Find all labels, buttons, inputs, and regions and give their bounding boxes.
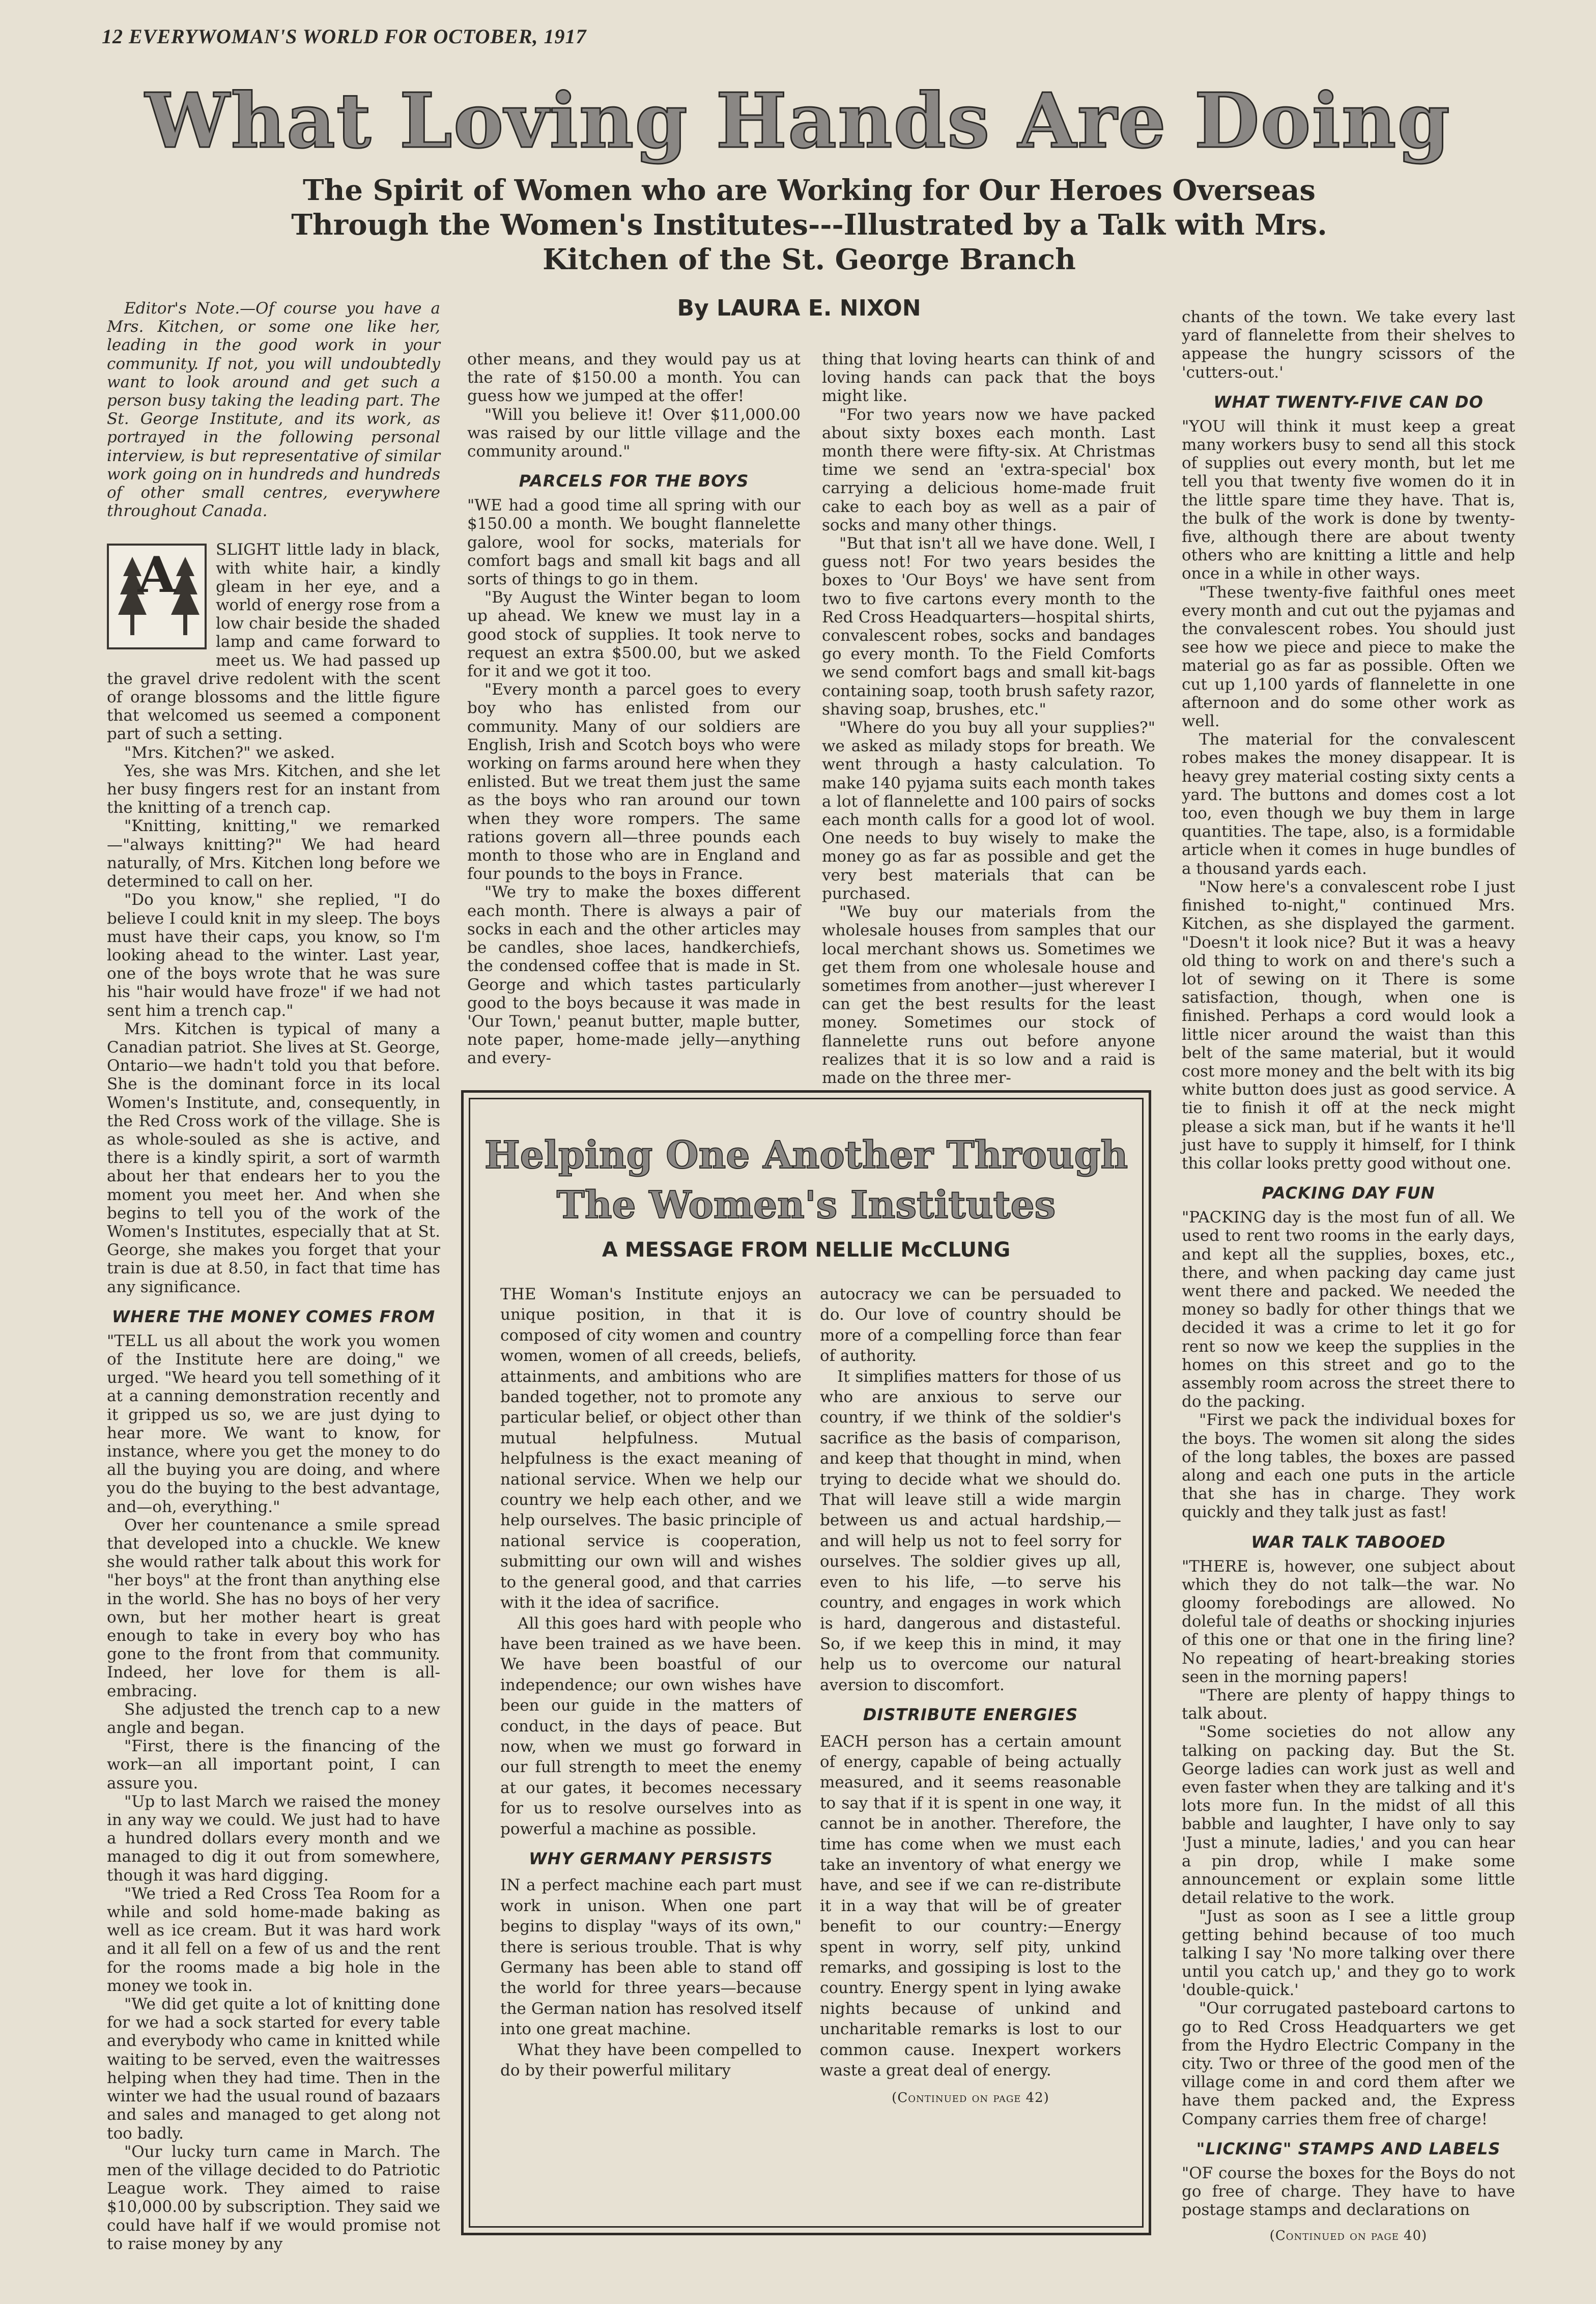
sidebar-box [461, 1090, 1151, 2235]
paragraph: IN a perfect machine each part must work in unison. When one part begins to display "ways of its own," there is serious trouble. That is why Germany has been able to stand off the world for three years—because the German nation has resolved itself into one great machine. [500, 1876, 802, 2039]
paragraph: "OF course the boxes for the Boys do not go free of charge. They have to have postage stamps and declarations on [1182, 2164, 1515, 2220]
paragraph: "We tried a Red Cross Tea Room for a while and sold home-made baking as well as ice cream. But it was hard work and it all fell on a few of us and the rent for the rooms made a big hole in the money we took in. [107, 1884, 440, 1995]
paragraph: "We try to make the boxes different each month. There is always a pair of socks in each and the other articles may be candles, shoe laces, handkerchiefs, the condensed coffee that is made in St. George and which tastes particularly good to the boys because it was made in 'Our Town,' peanut butter, maple butter, note paper, home-made jelly—anything and every- [467, 883, 801, 1068]
paragraph: "Our lucky turn came in March. The men of the village decided to do Patriotic League work. They aimed to raise $10,000.00 by subscription. They said we could have half if we would promise not to raise money by any [107, 2142, 440, 2253]
paragraph: "Where do you buy all your supplies?" we asked as milady stops for breath. We went through a hasty calculation. To make 140 pyjama suits each month takes a lot of flannelette and 100 pairs of socks each month calls for a good lot of wool. One needs to buy wisely to make the money go as far as possible and get the very best materials that can be purchased. [822, 719, 1155, 903]
paragraph: thing that loving hearts can think of and loving hands can pack that the boys might like. [822, 350, 1155, 406]
section-heading: PARCELS FOR THE BOYS [519, 471, 749, 491]
paragraph: "For two years now we have packed about sixty boxes each month. Last month there were fifty-six. At Christmas time we send an 'extra-special' box carrying a delicious home-made fruit cake to each boy as well as a pair of socks and many other things. [822, 405, 1155, 534]
article-subtitle: The Spirit of Women who are Working for Our Heroes Overseas Through the Women's Institutes---Illustrated by a Talk with Mrs. Kitchen of the St. George Branch [291, 174, 1327, 276]
paragraph: Mrs. Kitchen is typical of many a Canadian patriot. She lives at St. George, Ontario—we hadn't told you that before. She is the dominant force in its local Women's Institute, and, consequently, in the Red Cross work of the village. She is as whole-souled as she is active, and there is a kindly spirit, a sort of warmth about her that endears her to you the moment you meet her. And when she begins to tell you of the work of the Women's Institutes, especially that at St. George, she makes you forget that your train is due at 8.50, in fact that time has any significance. [107, 1019, 440, 1296]
sidebar-title-line-1: Helping One Another Through [484, 1133, 1128, 1177]
section-heading: WHY GERMANY PERSISTS [529, 1848, 773, 1868]
section-heading: DISTRIBUTE ENERGIES [863, 1705, 1078, 1725]
paragraph: "Some societies do not allow any talking on packing day. But the St. George ladies can work just as well and even faster when they are talking and it's lots more fun. In the midst of all this babble and laughter, I have only to say 'Just a minute, ladies,' and you can hear a pin drop, while I make some announcement or explain some little detail relative to the work. [1182, 1723, 1515, 1908]
section-heading: WHERE THE MONEY COMES FROM [111, 1306, 436, 1326]
paragraph: other means, and they would pay us at the rate of $150.00 a month. You can guess how we jumped at the offer! [467, 350, 801, 406]
column-3 [822, 350, 1155, 1087]
paragraph: Yes, she was Mrs. Kitchen, and she let her busy fingers rest for an instant from the knitting of a trench cap. [107, 761, 440, 817]
paragraph: EACH person has a certain amount of energy, capable of being actually measured, and it seems reasonable to say that if it is spent in one way, it cannot be in another. Therefore, the time has come when we must each take an inventory of what energy we have, and see if we can re-distribute it in a way that will be of greater benefit to our country:—Energy spent in worry, self pity, unkind remarks, and gossiping is lost to the country. Energy spent in lying awake nights because of unkind and uncharitable remarks is lost to our common cause. Inexpert workers waste a great deal of energy. [820, 1732, 1121, 2080]
paragraph: "TELL us all about the work you women of the Institute here are doing," we urged. "We heard you tell something of it at a canning demonstration recently and it gripped us so, we are just dying to hear more. We want to know, for instance, where you get the money to do all the buying you are doing, and where you do the buying to the best advantage, and—oh, everything." [107, 1331, 440, 1516]
paragraph: "Our corrugated pasteboard cartons to go to Red Cross Headquarters we get from the Hydro Electric Company in the city. Two or three of the good men of the village come in and cord them after we have them packed and, the Express Company carries them free of charge! [1182, 1999, 1515, 2128]
column-2 [467, 350, 801, 1068]
intro-paragraph: SLIGHT little lady in black, with white hair, a kindly gleam in her eye, and a world of energy rose from a low chair beside the shaded lamp and came forward to meet us. We had passed up the gravel drive redolent with the scent of orange blossoms and the little figure that welcomed us seemed a component part of such a setting. [107, 541, 440, 744]
section-heading: PACKING DAY FUN [1262, 1183, 1435, 1203]
sidebar-title-line-2: The Women's Institutes [556, 1183, 1056, 1227]
paragraph: What they have been compelled to do by their powerful military [500, 2040, 802, 2080]
column-1 [107, 299, 440, 2253]
paragraph: "But that isn't all we have done. Well, I guess not! For two years besides the boxes to 'Our Boys' we have sent from two to five cartons every month to the Red Cross Headquarters—hospital shirts, convalescent robes, socks and bandages go every month. To the Field Comforts we send comfort bags and small kit-bags containing soap, tooth brush safety razor, shaving soap, brushes, etc." [822, 534, 1156, 719]
paragraph: THE Woman's Institute enjoys an unique position, in that it is composed of city women and country women, women of all creeds, beliefs, attainments, and ambitions who are banded together, not to promote any particular belief, or object other than mutual helpfulness. Mutual helpfulness is the exact meaning of national service. When we help our country we help each other, and we help ourselves. The basic principle of national service is cooperation, submitting our own will and wishes to the general good, and that carries with it the idea of sacrifice. [500, 1285, 802, 1612]
paragraph: "We did get quite a lot of knitting done for we had a sock started for every table and everybody who came in knitted while waiting to be served, even the waitresses helping when they had time. Then in the winter we had the usual round of bazaars and sales and managed to get along not too badly. [107, 1995, 440, 2143]
dropcap-letter: A [137, 546, 176, 604]
paragraph: "First, there is the financing of the work—an all important point, I can assure you. [107, 1737, 440, 1793]
paragraph: "Knitting, knitting," we remarked—"always knitting?" We had heard naturally, of Mrs. Kitchen long before we determined to call on her. [107, 817, 440, 891]
paragraph: "First we pack the individual boxes for the boys. The women sit along the sides of the long tables, the boxes are passed along and each one puts in the article that she has in charge. They work quickly and they talk just as fast! [1182, 1411, 1515, 1522]
paragraph: She adjusted the trench cap to a new angle and began. [107, 1700, 440, 1738]
paragraph: "Just as soon as I see a little group getting behind because of too much talking I say 'No more talking over there until you catch up,' and they go to work 'double-quick.' [1182, 1907, 1515, 2000]
column-4 [1182, 308, 1515, 2245]
paragraph: "WE had a good time all spring with our $150.00 a month. We bought flannelette galore, wool for socks, materials for comfort bags and small kit bags and all sorts of things to go in them. [467, 496, 801, 589]
section-heading: WAR TALK TABOOED [1251, 1532, 1446, 1552]
paragraph: Over her countenance a smile spread that developed into a chuckle. We knew she would rather talk about this work for "her boys" at the front than anything else in the world. She has no boys of her very own, but her mother heart is great enough to take in every boy who has gone to the front from that community. Indeed, her love for them is all-embracing. [107, 1516, 440, 1700]
paragraph: "We buy our materials from the wholesale houses from samples that our local merchant shows us. Sometimes we get them from one wholesale house and sometimes from another—just wherever I can get the best results for the least money. Sometimes our stock of flannelette runs out before anyone realizes that it is so low and a raid is made on the three mer- [822, 903, 1155, 1087]
continued-note: (Continued on page 42) [892, 2090, 1049, 2106]
intro-block [107, 541, 440, 743]
paragraph: chants of the town. We take every last yard of flannelette from their shelves to appease the hungry scissors of the 'cutters-out.' [1182, 308, 1515, 382]
article-byline: By LAURA E. NIXON [677, 295, 921, 321]
paragraph: "Every month a parcel goes to every boy who has enlisted from our community. Many of our soldiers are English, Irish and Scotch boys who were working on farms around here when they enlisted. But we treat them just the same as the boys who ran around our town when they wore rompers. The same rations govern all—three pounds each month to those who are in England and four pounds to the boys in France. [467, 680, 801, 884]
paragraph: "Up to last March we raised the money in any way we could. We just had to have a hundred dollars every month and we managed to dig it out from somewhere, though it was hard digging. [107, 1792, 440, 1885]
paragraph: "Will you believe it! Over $11,000.00 was raised by our little village and the community around." [467, 405, 801, 461]
paragraph: "YOU will think it must keep a great many workers busy to send all this stock of supplies out every month, but let me tell you that twenty five women do it in the little spare time they have. That is, the bulk of the work is done by twenty-five, although there are about twenty others who are knitting a little and help once in a while in other ways. [1182, 417, 1515, 583]
continued-note: (Continued on page 40) [1269, 2228, 1428, 2243]
paragraph: "THERE is, however, one subject about which they do not talk—the war. No gloomy forebodings are allowed. No doleful tale of deaths or shocking injuries of this one or that one in the firing line? No repeating of heart-breaking stories seen in the morning papers! [1182, 1557, 1515, 1686]
paragraph: It simplifies matters for those of us who are anxious to serve our country, if we think of the soldier's sacrifice as the basis of comparison, and keep that thought in mind, when trying to decide what we should do. That will leave still a wide margin between us and actual hardship,—and will help us not to feel sorry for ourselves. The soldier gives up all, even to his life, —to serve his country, and engages in work which is hard, dangerous and distasteful. So, if we keep this in mind, it may help us to overcome our natural aversion to discomfort. [820, 1367, 1121, 1694]
sidebar-title [464, 1130, 1149, 1230]
paragraph: "There are plenty of happy things to talk about. [1182, 1686, 1515, 1723]
sidebar-byline: A MESSAGE FROM NELLIE McCLUNG [602, 1238, 1011, 1262]
section-heading: WHAT TWENTY-FIVE CAN DO [1213, 392, 1484, 412]
article-title: What Loving Hands Are Doing [145, 76, 1451, 165]
paragraph: "Now here's a convalescent robe I just finished to-night," continued Mrs. Kitchen, as she displayed the garment. "Doesn't it look nice? But it was a heavy old thing to work on and there's such a lot of sewing on it There is some satisfaction, though, when one is finished. Perhaps a cord would look a little nicer around the waist than this belt of the same material, but it would cost more money and the belt with its big white button does just as good service. A tie to finish it off at the neck might please a sick man, but if he wants it he'll just have to supply it himself, for I think this collar looks pretty good without one. [1182, 877, 1515, 1173]
paragraph: "PACKING day is the most fun of all. We used to rent two rooms in the early days, and kept all the supplies, boxes, etc., there, and when packing day came just went there and packed. We needed the money so badly for other things that we decided it was a crime to let it go for rent so now we keep the supplies in the homes on this street and go to the assembly room across the street there to do the packing. [1182, 1208, 1515, 1411]
paragraph: "Mrs. Kitchen?" we asked. [124, 743, 335, 762]
editors-note: Editor's Note.—Of course you have a Mrs. Kitchen, or some one like her, leading in the good work in your community. If not, you will undoubtedly want to look around and get such a person busy taking the leading part. The St. George Institute, and its work, as portrayed in the following personal interview, is but representative of similar work going on in hundreds and hundreds of other small centres, everywhere throughout Canada. [107, 299, 440, 521]
paragraph: The material for the convalescent robes makes the money disappear. It is heavy grey material costing sixty cents a yard. The buttons and domes cost a lot too, even though we buy them in large quantities. The tape, also, is a formidable article when it comes in huge bundles of a thousand yards each. [1182, 730, 1515, 878]
paragraph: "By August the Winter began to loom up ahead. We knew we must lay in a good stock of supplies. It took nerve to request an extra $500.00, but we asked for it and we got it too. [467, 588, 801, 681]
paragraph: All this goes hard with people who have been trained as we have been. We have been boastful of our independence; our own wishes have been our guide in the matters of conduct, in the days of peace. But now, when we must go forward in our full strength to meet the enemy at our gates, it becomes necessary for us to resolve ourselves into as powerful a machine as possible. [500, 1614, 802, 1838]
section-heading: "LICKING" STAMPS AND LABELS [1196, 2139, 1501, 2158]
sidebar-column-2 [820, 1284, 1121, 2109]
paragraph: "Do you know," she replied, "I do believe I could knit in my sleep. The boys must have their caps, you know, so I'm looking ahead to the winter. Last year, one of the boys wrote that he was sure his "hair would have froze" if we had not sent him a trench cap." [107, 891, 440, 1020]
dropcap-box [107, 544, 207, 649]
paragraph: "These twenty-five faithful ones meet every month and cut out the pyjamas and the convalescent robes. You should just see how we piece and piece to make the material go as far as possible. Often we cut up 1,100 yards of flannelette in one afternoon and do some other work as well. [1182, 583, 1515, 731]
paragraph: autocracy we can be persuaded to do. Our love of country should be more of a compelling force than fear of authority. [820, 1285, 1121, 1366]
sidebar-column-1 [500, 1284, 802, 2081]
running-head: 12 EVERYWOMAN'S WORLD FOR OCTOBER, 1917 [102, 25, 587, 48]
